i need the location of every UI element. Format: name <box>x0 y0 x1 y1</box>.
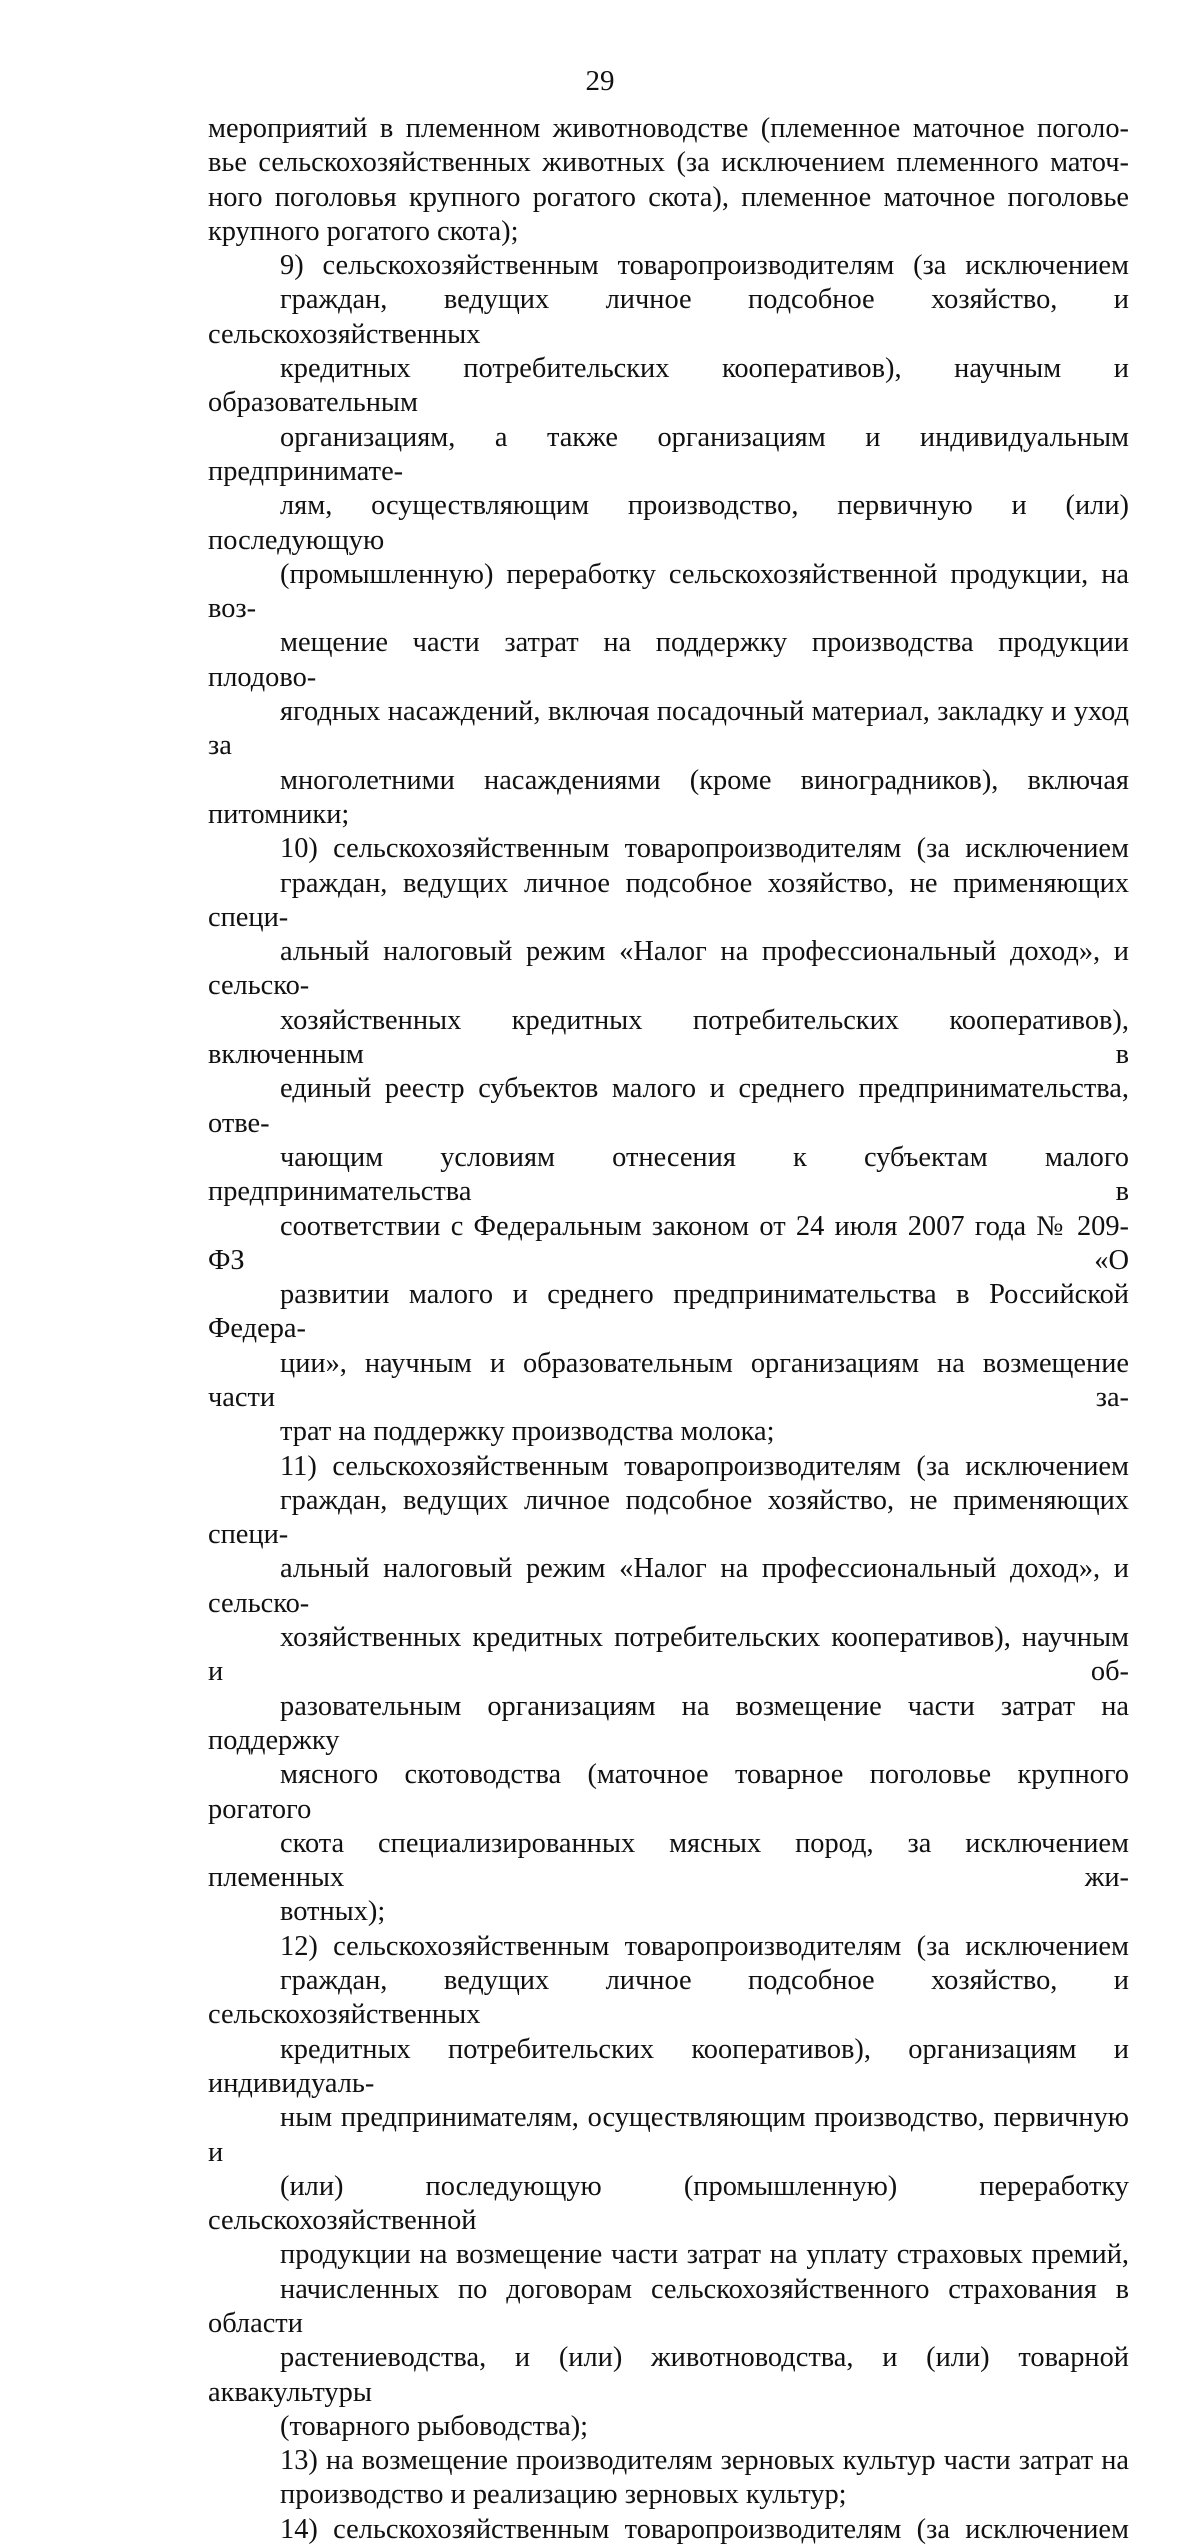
text-line: ного поголовья крупного рогатого скота), племенное маточное поголовье <box>208 181 1129 213</box>
text-line: ным предпринимателям, осуществляющим производство, первичную и <box>208 2102 1129 2168</box>
text-line: граждан, ведущих личное подсобное хозяйство, не применяющих специ- <box>208 867 1129 933</box>
text-line: вотных); <box>280 1896 386 1928</box>
text-line: скота специализированных мясных пород, за исключением племенных жи- <box>208 1827 1129 1894</box>
document-body <box>208 112 1129 2547</box>
text-line: мероприятий в племенном животноводстве (племенное маточное поголо- <box>208 113 1129 144</box>
text-line: кредитных потребительских кооперативов), организациям и индивидуаль- <box>208 2033 1129 2099</box>
text-line: единый реестр субъектов малого и среднего предпринимательства, отве- <box>208 1073 1129 1139</box>
text-line: многолетними насаждениями (кроме виноградников), включая питомники; <box>208 764 1129 830</box>
text-line: вье сельскохозяйственных животных (за исключением племенного маточ- <box>208 147 1129 179</box>
text-line: организациям, а также организациям и индивидуальным предпринимате- <box>208 421 1129 487</box>
text-line: чающим условиям отнесения к субъектам малого предпринимательства в <box>208 1141 1129 1208</box>
text-line: граждан, ведущих личное подсобное хозяйство, и сельскохозяйственных <box>208 1965 1129 2031</box>
text-line: лям, осуществляющим производство, первичную и (или) последующую <box>208 490 1129 556</box>
paragraph <box>208 2444 1129 2513</box>
text-line: (или) последующую (промышленную) переработку сельскохозяйственной <box>208 2170 1129 2237</box>
text-line: мясного скотоводства (маточное товарное поголовье крупного рогатого <box>208 1759 1129 1825</box>
paragraph <box>208 1450 1129 1930</box>
text-line: развитии малого и среднего предпринимательства в Российской Федера- <box>208 1279 1129 1345</box>
text-line: производство и реализацию зерновых культур; <box>280 2479 847 2511</box>
text-line: хозяйственных кредитных потребительских кооперативов), научным и об- <box>208 1622 1129 1688</box>
text-line: ции», научным и образовательным организациям на возмещение части за- <box>208 1347 1129 1413</box>
paragraph <box>208 249 1129 832</box>
page-number: 29 <box>585 65 615 97</box>
text-line: 10) сельскохозяйственным товаропроизводителям (за исключением <box>280 833 1129 865</box>
text-line: разовательным организациям на возмещение части затрат на поддержку <box>208 1690 1129 1756</box>
text-line: граждан, ведущих личное подсобное хозяйство, не применяющих специ- <box>208 1484 1129 1551</box>
text-line: растениеводства, и (или) животноводства, и (или) товарной аквакультуры <box>208 2342 1129 2408</box>
text-line: (промышленную) переработку сельскохозяйственной продукции, на воз- <box>208 558 1129 625</box>
text-line: ягодных насаждений, включая посадочный материал, закладку и уход за <box>208 696 1129 762</box>
text-line: 13) на возмещение производителям зерновых культур части затрат на <box>280 2445 1129 2477</box>
text-line: кредитных потребительских кооперативов), научным и образовательным <box>208 353 1129 419</box>
text-line: мещение части затрат на поддержку производства продукции плодово- <box>208 627 1129 693</box>
text-line: трат на поддержку производства молока; <box>280 1416 775 1448</box>
text-line: альный налоговый режим «Налог на профессиональный доход», и сельско- <box>208 1553 1129 1619</box>
text-line: 9) сельскохозяйственным товаропроизводителям (за исключением <box>280 250 1129 282</box>
text-line: 14) сельскохозяйственным товаропроизводителям (за исключением <box>280 2513 1129 2545</box>
text-line: соответствии с Федеральным законом от 24 июля 2007 года № 209-ФЗ «О <box>208 1210 1129 1276</box>
paragraph <box>208 2513 1129 2547</box>
paragraph <box>208 112 1129 249</box>
paragraph <box>208 832 1129 1449</box>
text-line: начисленных по договорам сельскохозяйственного страхования в области <box>208 2273 1129 2339</box>
text-line: (товарного рыбоводства); <box>280 2410 589 2442</box>
text-line: 11) сельскохозяйственным товаропроизводителям (за исключением <box>280 1450 1129 1482</box>
text-line: граждан, ведущих личное подсобное хозяйство, и сельскохозяйственных <box>208 284 1129 350</box>
paragraph <box>208 1930 1129 2444</box>
text-line: альный налоговый режим «Налог на профессиональный доход», и сельско- <box>208 936 1129 1002</box>
text-line: продукции на возмещение части затрат на уплату страховых премий, <box>280 2239 1129 2271</box>
text-line: хозяйственных кредитных потребительских кооперативов), включенным в <box>208 1004 1129 1071</box>
text-line: крупного рогатого скота); <box>208 215 519 247</box>
text-line: 12) сельскохозяйственным товаропроизводителям (за исключением <box>280 1930 1129 1962</box>
